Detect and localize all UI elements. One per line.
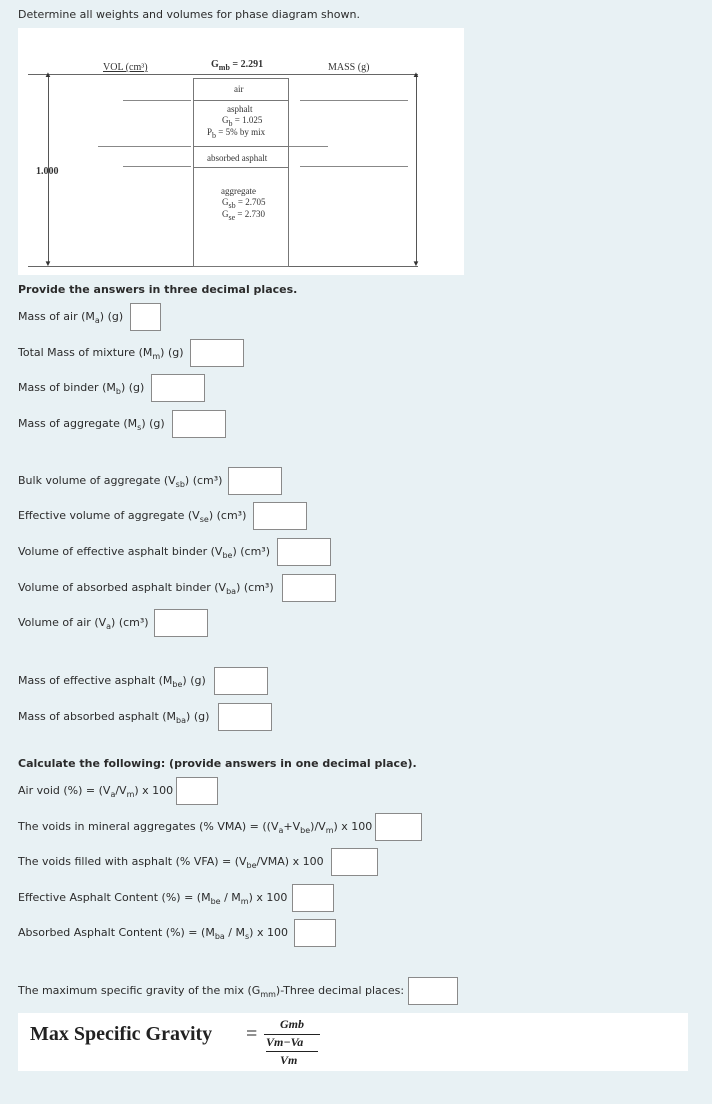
- formula-label: Max Specific Gravity: [30, 1023, 213, 1045]
- vma-input[interactable]: [375, 813, 422, 841]
- vfa-input[interactable]: [331, 848, 378, 876]
- mass-line-1: [300, 100, 408, 101]
- left-arrow-bottom: ▼: [44, 259, 52, 268]
- vba-label: Volume of absorbed asphalt binder $(V_{ba})$ (cm³): [18, 581, 274, 597]
- ms-input[interactable]: [172, 410, 226, 438]
- right-arrow-bottom: ▼: [412, 259, 420, 268]
- gmm-label: The maximum specific gravity of the mix $(G_{mm})$-Three decimal places:: [18, 984, 405, 1000]
- airvoid-label: Air void (%) = $(V_a/V_m)$ x 100: [18, 784, 174, 800]
- ma-input[interactable]: [130, 303, 161, 331]
- vba-input[interactable]: [282, 574, 336, 602]
- left-arrow-top: ▲: [44, 70, 52, 79]
- mm-input[interactable]: [190, 339, 244, 367]
- mass-line-2: [288, 146, 328, 147]
- formula-den-numerator: Vm−Va: [266, 1035, 304, 1049]
- aac-input[interactable]: [294, 919, 336, 947]
- question-prompt: Determine all weights and volumes for phase diagram shown.: [18, 8, 360, 21]
- vol-line-1: [123, 100, 191, 101]
- vfa-label: The voids filled with asphalt (% $VFA) = (V_{be}/VMA)$ x 100: [18, 855, 324, 871]
- vbe-label: Volume of effective asphalt binder $(V_{be})$ (cm³): [18, 545, 270, 561]
- vol-line-2: [98, 146, 191, 147]
- formula-den-denominator: Vm: [280, 1053, 298, 1067]
- ma-label: Mass of air $(M_a)$ (g): [18, 310, 124, 326]
- ms-label: Mass of aggregate $(M_s)$ (g): [18, 417, 165, 433]
- max-specific-gravity-formula: [18, 1013, 688, 1071]
- mbe-input[interactable]: [214, 667, 268, 695]
- formula-equals: =: [246, 1023, 258, 1045]
- vsb-input[interactable]: [228, 467, 282, 495]
- mass-line-3: [300, 166, 408, 167]
- eac-input[interactable]: [292, 884, 334, 912]
- vsb-label: Bulk volume of aggregate $(V_{sb})$ (cm³): [18, 474, 223, 490]
- right-dimension-line: [416, 76, 417, 264]
- airvoid-input[interactable]: [176, 777, 218, 805]
- mba-label: Mass of absorbed asphalt $(M_{ba})$ (g): [18, 710, 210, 726]
- absorbed-asphalt-phase: absorbed asphalt: [193, 146, 289, 168]
- formula-numerator: Gmb: [280, 1017, 304, 1031]
- vma-label: The voids in mineral aggregates (% $VMA) = ((V_a+V_{be})/V_m)$ x 100: [18, 820, 373, 836]
- mb-label: Mass of binder $(M_b)$ (g): [18, 381, 145, 397]
- gmb-header: $G_{mb} = 2.291$: [211, 59, 264, 72]
- vse-input[interactable]: [253, 502, 307, 530]
- phase-diagram: [18, 28, 464, 275]
- one-decimal-instruction: Calculate the following: (provide answers in one decimal place).: [18, 757, 417, 770]
- va-label: Volume of air $(V_a)$ (cm³): [18, 616, 149, 632]
- vol-header: VOL (cm³): [103, 62, 148, 73]
- va-input[interactable]: [154, 609, 208, 637]
- mbe-label: Mass of effective asphalt $(M_{be})$ (g): [18, 674, 206, 690]
- mba-input[interactable]: [218, 703, 272, 731]
- formula-sub-bar: [266, 1051, 318, 1052]
- gmm-input[interactable]: [408, 977, 458, 1005]
- aggregate-phase: aggregate $G_{sb} = 2.705$ $G_{se} = 2.730$: [193, 167, 289, 267]
- eac-label: Effective Asphalt Content (%) = $(M_{be} / M_m)$ x 100: [18, 891, 288, 907]
- vol-line-3: [123, 166, 191, 167]
- vbe-input[interactable]: [277, 538, 331, 566]
- mm-label: Total Mass of mixture $(M_m)$ (g): [18, 346, 184, 362]
- aac-label: Absorbed Asphalt Content (%) = $(M_{ba} / M_s)$ x 100: [18, 926, 288, 942]
- right-arrow-top: ▲: [412, 70, 420, 79]
- total-volume-label: 1.000: [36, 166, 59, 177]
- mb-input[interactable]: [151, 374, 205, 402]
- asphalt-phase: asphalt $G_b = 1.025$ $P_b = 5\%$ by mix: [193, 100, 289, 147]
- mass-header: MASS (g): [328, 62, 370, 73]
- vse-label: Effective volume of aggregate $(V_{se})$ (cm³): [18, 509, 247, 525]
- top-line: [28, 74, 418, 75]
- three-decimals-instruction: Provide the answers in three decimal places.: [18, 283, 298, 296]
- air-phase: air: [193, 78, 289, 101]
